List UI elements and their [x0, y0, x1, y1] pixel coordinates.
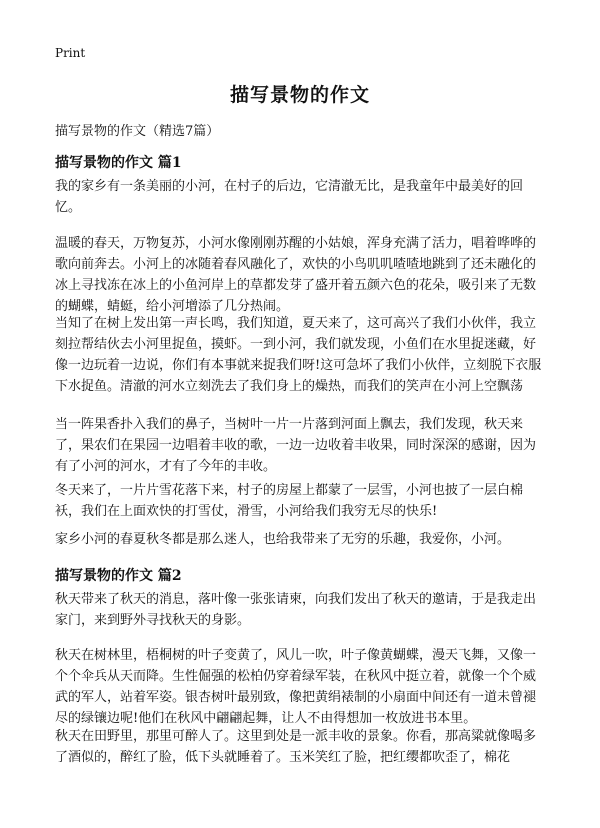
paragraph: 我的家乡有一条美丽的小河，在村子的后边，它清澈无比，是我童年中最美好的回忆。	[55, 179, 524, 215]
document-title: 描写景物的作文	[229, 84, 370, 106]
paragraph: 温暖的春天，万物复苏，小河水像刚刚苏醒的小姑娘，浑身充满了活力，唱着哗哗的歌向前奔去。小河上的冰随着春风融化了，欢快的小鸟叽叽喳喳地跳到了还未融化的冰上寻找冻在冰上的小鱼河岸上的草都发芽了盛开着五颜六色的花朵，吸引来了无数的蝴蝶，蜻蜓，给小河增添了几分热闹。	[55, 236, 537, 314]
paragraph: 冬天来了，一片片雪花落下来，村子的房屋上都蒙了一层雪，小河也披了一层白棉袄，我们在上面欢快的打雪仗，滑雪，小河给我们我穷无尽的快乐!	[55, 483, 524, 519]
section-heading-1: 描写景物的作文 篇1	[55, 155, 182, 171]
paragraph: 秋天在田野里，那里可醉人了。这里到处是一派丰收的景象。你看，那高粱就像喝多了酒似的，醉红了脸，低下头就睡着了。玉米笑红了脸，把红缨都吹歪了，棉花	[55, 729, 537, 765]
document-subtitle: 描写景物的作文（精选7篇）	[55, 124, 220, 139]
paragraph: 秋天带来了秋天的消息，落叶像一张张请柬，向我们发出了秋天的邀请，于是我走出家门，来到野外寻找秋天的身影。	[55, 592, 537, 628]
paragraph: 当一阵果香扑入我们的鼻子，当树叶一片一片落到河面上飘去，我们发现，秋天来了，果农们在果园一边唱着丰收的歌，一边一边收着丰收果，同时深深的感谢，因为有了小河的河水，才有了今年的丰收。	[55, 417, 537, 474]
section-heading-2: 描写景物的作文 篇2	[55, 568, 182, 584]
paragraph: 秋天在树林里，梧桐树的叶子变黄了，风儿一吹，叶子像黄蝴蝶，漫天飞舞，又像一个个伞兵从天而降。生性倔强的松柏仍穿着绿军装，在秋风中挺立着，就像一个个威武的军人，站着军姿。银杏树叶最别致，像把黄绢裱制的小扇面中间还有一道未曾褪尽的绿镶边呢!他们在秋风中翩翩起舞，让人不由得想加一枚放进书本里。	[55, 648, 537, 726]
print-label: Print	[55, 46, 86, 60]
paragraph: 当知了在树上发出第一声长鸣，我们知道，夏天来了，这可高兴了我们小伙伴，我立刻拉帮结伙去小河里捉鱼，摸虾。一到小河，我们就发现，小鱼们在水里捉迷藏，好像一边玩着一边说，你们有本事就来捉我们呀!这可急坏了我们小伙伴，立刻脱下衣服下水捉鱼。清澈的河水立刻洗去了我们身上的燥热，而我们的笑声在小河上空飘荡	[55, 316, 542, 394]
paragraph: 家乡小河的春夏秋冬都是那么迷人，也给我带来了无穷的乐趣，我爱你，小河。	[55, 532, 511, 547]
